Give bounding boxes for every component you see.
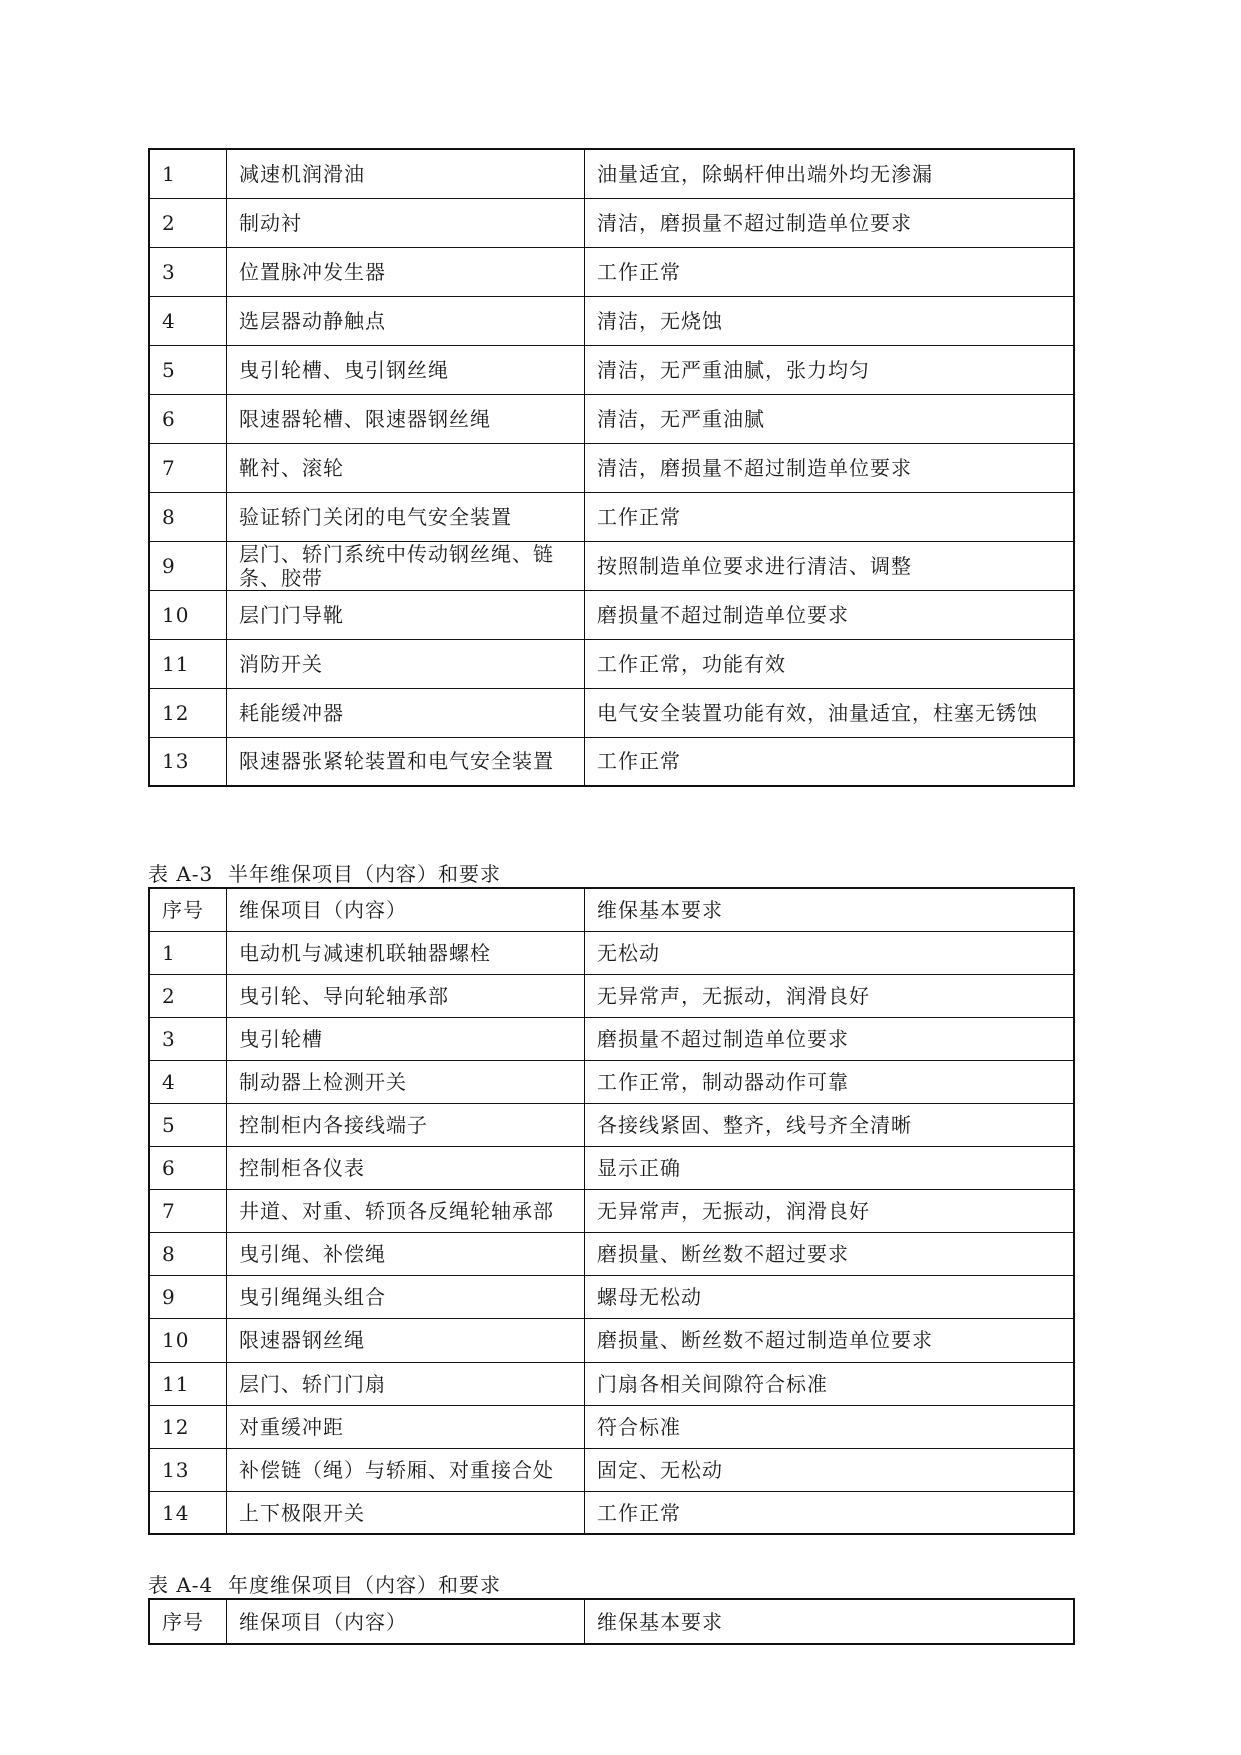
cell-requirement: 无松动: [585, 931, 1075, 974]
table-row: [149, 1405, 1074, 1448]
cell-requirement: 工作正常，制动器动作可靠: [585, 1060, 1075, 1103]
cell-index: 3: [149, 247, 227, 296]
semiannual-maintenance-table: [148, 887, 1075, 1535]
table-row: [149, 931, 1074, 974]
table-row: [149, 1319, 1074, 1362]
table-row: [149, 541, 1074, 590]
table-row: [149, 1362, 1074, 1405]
table-row: [149, 1017, 1074, 1060]
cell-item: 选层器动静触点: [227, 296, 585, 345]
cell-requirement: 无异常声，无振动，润滑良好: [585, 974, 1075, 1017]
cell-requirement: 磨损量不超过制造单位要求: [585, 590, 1075, 639]
cell-index: 10: [149, 590, 227, 639]
cell-item: 控制柜内各接线端子: [227, 1103, 585, 1146]
cell-index: 13: [149, 737, 227, 786]
cell-index: 14: [149, 1491, 227, 1534]
cell-requirement: 清洁，无严重油腻: [585, 394, 1075, 443]
cell-item: 上下极限开关: [227, 1491, 585, 1534]
cell-item: 控制柜各仪表: [227, 1147, 585, 1190]
table-caption-a4: 表 A-4 年度维保项目（内容）和要求: [148, 1573, 501, 1597]
cell-requirement: 按照制造单位要求进行清洁、调整: [585, 541, 1075, 590]
table-row: [149, 1448, 1074, 1491]
cell-item: 制动器上检测开关: [227, 1060, 585, 1103]
header-cell-requirement: 维保基本要求: [585, 888, 1075, 931]
cell-item: 曳引轮槽、曳引钢丝绳: [227, 345, 585, 394]
cell-index: 7: [149, 443, 227, 492]
table-row: [149, 737, 1074, 786]
table-row: [149, 1103, 1074, 1146]
cell-item: 耗能缓冲器: [227, 688, 585, 737]
cell-requirement: 各接线紧固、整齐，线号齐全清晰: [585, 1103, 1075, 1146]
cell-requirement: 清洁，无烧蚀: [585, 296, 1075, 345]
cell-index: 10: [149, 1319, 227, 1362]
table-header-row: [149, 888, 1074, 931]
cell-item: 曳引轮槽: [227, 1017, 585, 1060]
cell-item: 限速器轮槽、限速器钢丝绳: [227, 394, 585, 443]
header-cell-requirement: 维保基本要求: [585, 1599, 1075, 1644]
table-row: [149, 974, 1074, 1017]
cell-index: 5: [149, 345, 227, 394]
cell-index: 6: [149, 1147, 227, 1190]
table-row: [149, 149, 1074, 198]
cell-requirement: 工作正常，功能有效: [585, 639, 1075, 688]
cell-index: 1: [149, 149, 227, 198]
cell-item: 对重缓冲距: [227, 1405, 585, 1448]
cell-requirement: 清洁，无严重油腻，张力均匀: [585, 345, 1075, 394]
table-row: [149, 1276, 1074, 1319]
cell-requirement: 工作正常: [585, 247, 1075, 296]
cell-item: 验证轿门关闭的电气安全装置: [227, 492, 585, 541]
table-row: [149, 345, 1074, 394]
cell-item: 电动机与减速机联轴器螺栓: [227, 931, 585, 974]
cell-requirement: 清洁，磨损量不超过制造单位要求: [585, 443, 1075, 492]
cell-requirement: 工作正常: [585, 1491, 1075, 1534]
cell-item: 限速器钢丝绳: [227, 1319, 585, 1362]
cell-index: 11: [149, 1362, 227, 1405]
table-body: [149, 931, 1074, 1534]
cell-item: 曳引绳绳头组合: [227, 1276, 585, 1319]
cell-index: 11: [149, 639, 227, 688]
cell-requirement: 磨损量不超过制造单位要求: [585, 1017, 1075, 1060]
cell-requirement: 电气安全装置功能有效，油量适宜，柱塞无锈蚀: [585, 688, 1075, 737]
table-row: [149, 1060, 1074, 1103]
cell-index: 8: [149, 1233, 227, 1276]
cell-requirement: 门扇各相关间隙符合标准: [585, 1362, 1075, 1405]
table-row: [149, 296, 1074, 345]
table-body: [149, 149, 1074, 786]
cell-requirement: 清洁，磨损量不超过制造单位要求: [585, 198, 1075, 247]
cell-item: 层门、轿门门扇: [227, 1362, 585, 1405]
header-cell-item: 维保项目（内容）: [227, 888, 585, 931]
cell-item: 限速器张紧轮装置和电气安全装置: [227, 737, 585, 786]
cell-requirement: 工作正常: [585, 492, 1075, 541]
cell-item: 层门、轿门系统中传动钢丝绳、链条、胶带: [227, 541, 585, 590]
cell-requirement: 磨损量、断丝数不超过制造单位要求: [585, 1319, 1075, 1362]
table-row: [149, 1233, 1074, 1276]
cell-index: 3: [149, 1017, 227, 1060]
table-row: [149, 590, 1074, 639]
cell-item: 井道、对重、轿顶各反绳轮轴承部: [227, 1190, 585, 1233]
table-row: [149, 492, 1074, 541]
cell-requirement: 工作正常: [585, 737, 1075, 786]
cell-requirement: 磨损量、断丝数不超过要求: [585, 1233, 1075, 1276]
cell-requirement: 显示正确: [585, 1147, 1075, 1190]
cell-item: 制动衬: [227, 198, 585, 247]
cell-item: 补偿链（绳）与轿厢、对重接合处: [227, 1448, 585, 1491]
cell-item: 层门门导靴: [227, 590, 585, 639]
cell-index: 2: [149, 198, 227, 247]
cell-index: 7: [149, 1190, 227, 1233]
cell-index: 4: [149, 1060, 227, 1103]
cell-index: 6: [149, 394, 227, 443]
table-header-row: [149, 1599, 1074, 1644]
cell-index: 5: [149, 1103, 227, 1146]
cell-index: 2: [149, 974, 227, 1017]
table-row: [149, 443, 1074, 492]
cell-requirement: 固定、无松动: [585, 1448, 1075, 1491]
cell-requirement: 符合标准: [585, 1405, 1075, 1448]
cell-index: 13: [149, 1448, 227, 1491]
table-caption-a3: 表 A-3 半年维保项目（内容）和要求: [148, 862, 501, 886]
cell-item: 消防开关: [227, 639, 585, 688]
cell-index: 4: [149, 296, 227, 345]
cell-requirement: 螺母无松动: [585, 1276, 1075, 1319]
cell-index: 9: [149, 541, 227, 590]
cell-requirement: 无异常声，无振动，润滑良好: [585, 1190, 1075, 1233]
cell-item: 减速机润滑油: [227, 149, 585, 198]
cell-index: 12: [149, 688, 227, 737]
header-cell-index: 序号: [149, 888, 227, 931]
annual-maintenance-table: [148, 1598, 1075, 1645]
table-row: [149, 1491, 1074, 1534]
table-row: [149, 394, 1074, 443]
cell-item: 曳引绳、补偿绳: [227, 1233, 585, 1276]
cell-item: 位置脉冲发生器: [227, 247, 585, 296]
cell-index: 9: [149, 1276, 227, 1319]
cell-index: 8: [149, 492, 227, 541]
table-row: [149, 688, 1074, 737]
table-row: [149, 639, 1074, 688]
cell-item: 曳引轮、导向轮轴承部: [227, 974, 585, 1017]
cell-requirement: 油量适宜，除蜗杆伸出端外均无渗漏: [585, 149, 1075, 198]
header-cell-index: 序号: [149, 1599, 227, 1644]
monthly-maintenance-table-continued: [148, 148, 1075, 787]
table-row: [149, 198, 1074, 247]
table-row: [149, 1147, 1074, 1190]
cell-item: 靴衬、滚轮: [227, 443, 585, 492]
table-row: [149, 247, 1074, 296]
cell-index: 12: [149, 1405, 227, 1448]
cell-index: 1: [149, 931, 227, 974]
table-row: [149, 1190, 1074, 1233]
header-cell-item: 维保项目（内容）: [227, 1599, 585, 1644]
